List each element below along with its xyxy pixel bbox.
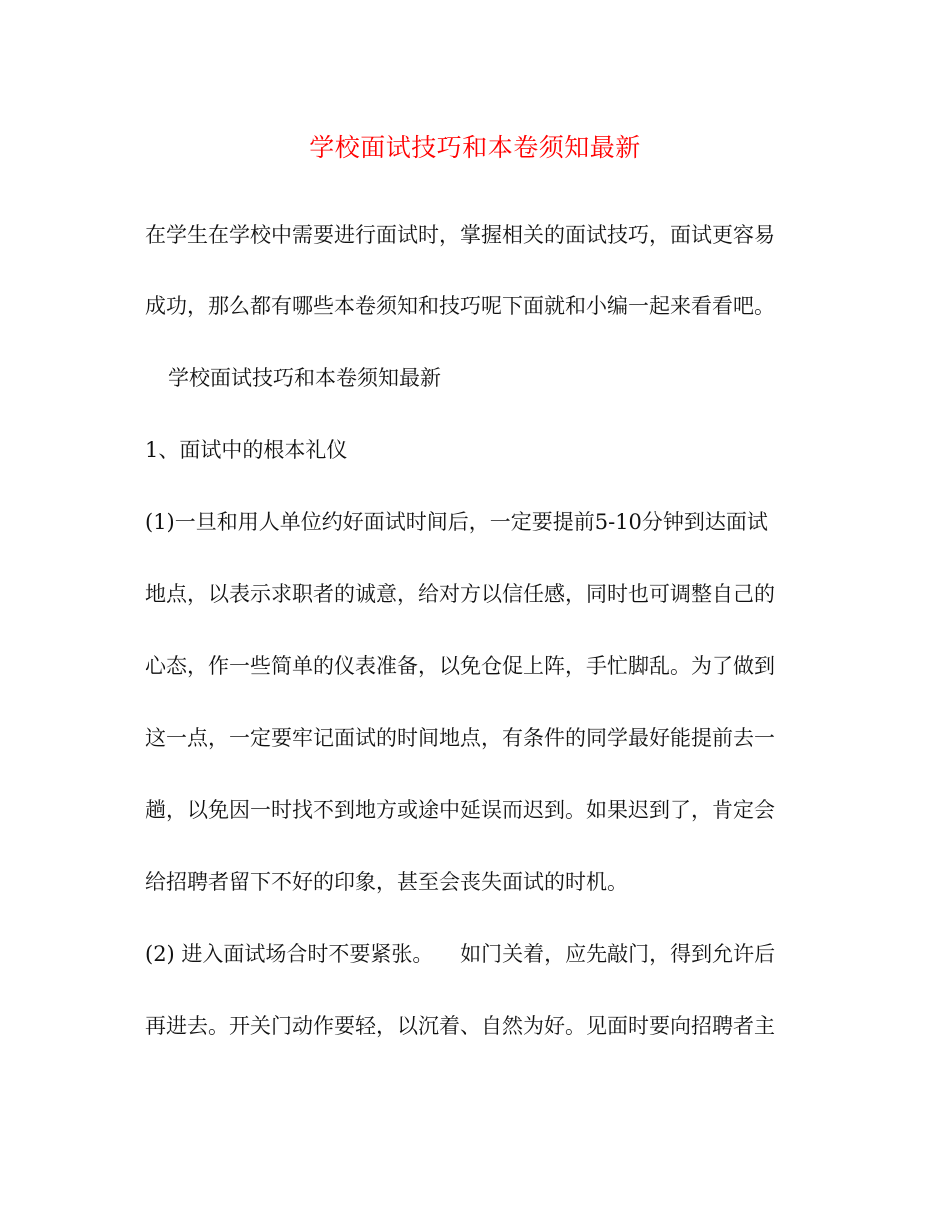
- paragraph-line: 在学生在学校中需要进行面试时，掌握相关的面试技巧，面试更容易: [145, 223, 775, 247]
- section-heading: 学校面试技巧和本卷须知最新: [168, 366, 441, 390]
- paragraph-line: (2) 进入面试场合时不要紧张。 如门关着，应先敲门，得到允许后: [145, 942, 776, 966]
- paragraph-line: 成功，那么都有哪些本卷须知和技巧呢下面就和小编一起来看看吧。: [145, 294, 775, 318]
- paragraph-line: 心态，作一些简单的仪表准备，以免仓促上阵，手忙脚乱。为了做到: [145, 654, 775, 678]
- paragraph-line: 趟，以免因一时找不到地方或途中延误而迟到。如果迟到了，肯定会: [145, 798, 775, 822]
- paragraph-line: 再进去。开关门动作要轻，以沉着、自然为好。见面时要向招聘者主: [145, 1014, 775, 1038]
- paragraph-line: 给招聘者留下不好的印象，甚至会丧失面试的时机。: [145, 870, 628, 894]
- paragraph-line: 这一点，一定要牢记面试的时间地点，有条件的同学最好能提前去一: [145, 726, 775, 750]
- subsection-heading: 1、面试中的根本礼仪: [145, 438, 348, 462]
- paragraph-line: 地点，以表示求职者的诚意，给对方以信任感，同时也可调整自己的: [145, 582, 775, 606]
- document-title: 学校面试技巧和本卷须知最新: [309, 133, 641, 162]
- paragraph-line: (1)一旦和用人单位约好面试时间后，一定要提前5-10分钟到达面试: [145, 510, 768, 534]
